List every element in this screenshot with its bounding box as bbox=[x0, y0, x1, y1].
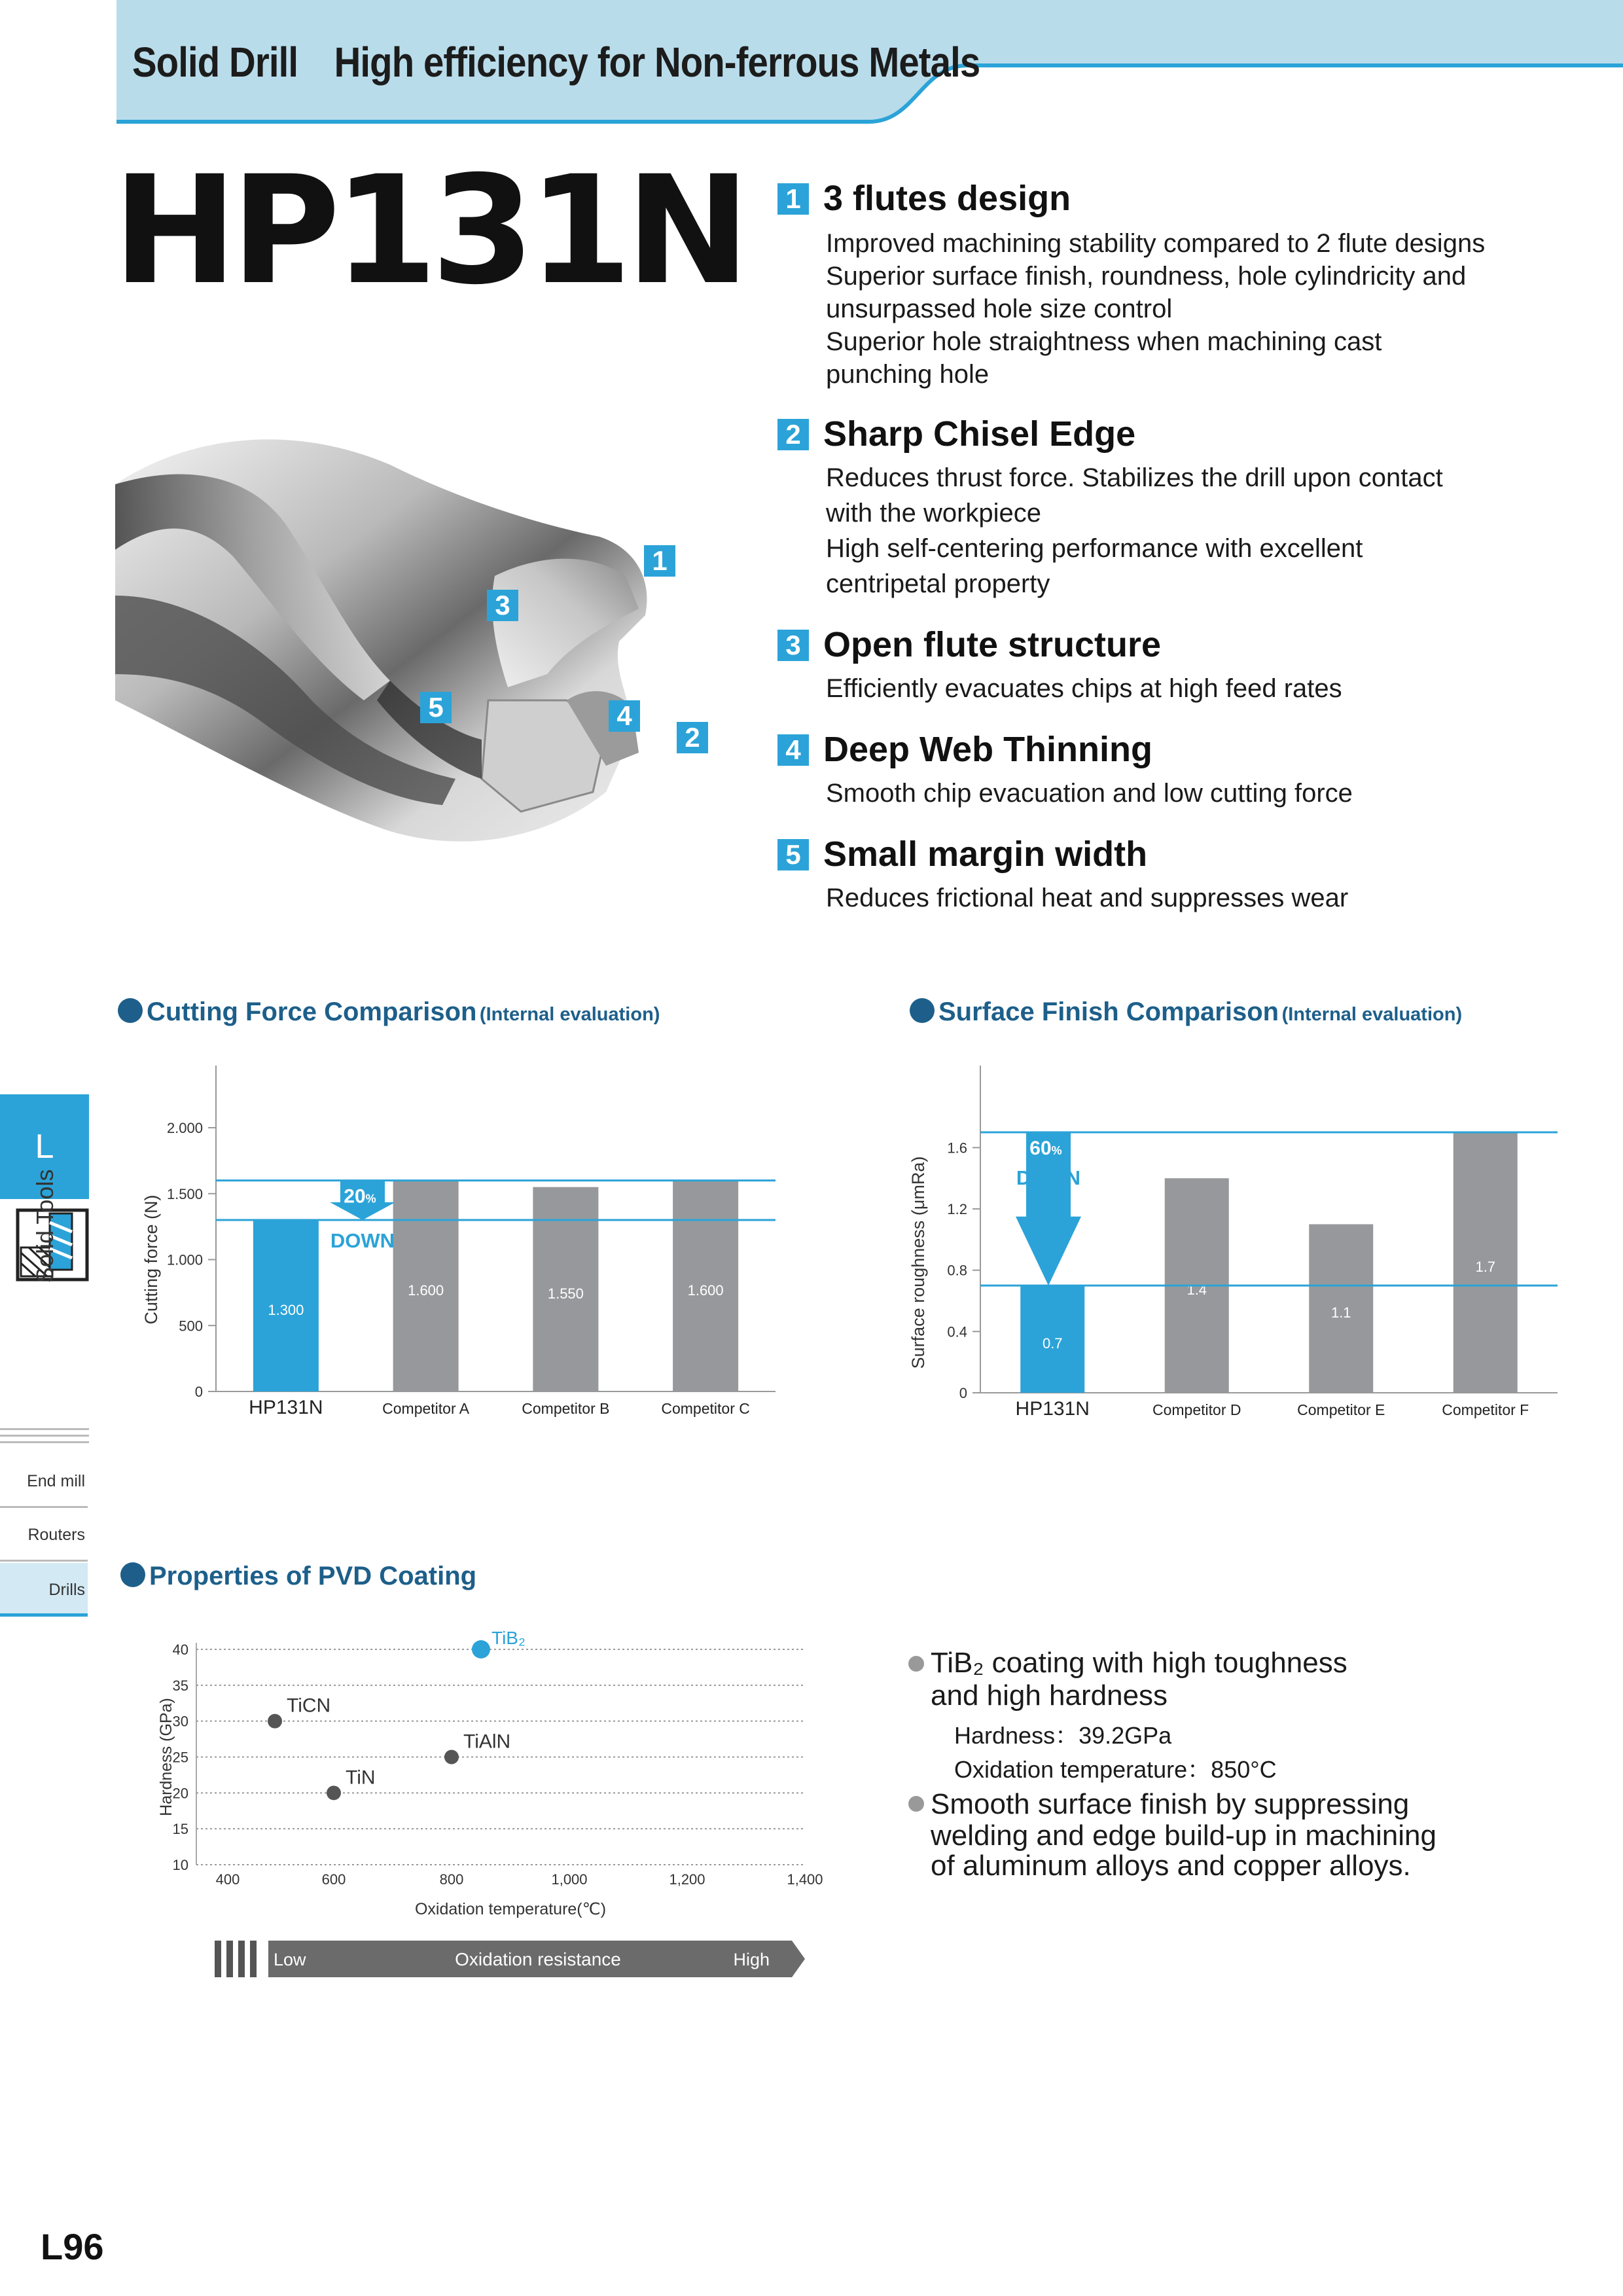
bar-value-label: 1.7 bbox=[1475, 1259, 1496, 1275]
point-label: TiCN bbox=[287, 1695, 331, 1717]
pvd-coating-chart bbox=[151, 1623, 823, 1990]
y-axis-label: Hardness (GPa) bbox=[157, 1698, 175, 1816]
bar-stripe bbox=[226, 1941, 233, 1977]
bar-value-label: 0.7 bbox=[1042, 1335, 1063, 1352]
data-point bbox=[327, 1785, 341, 1800]
nav-drills[interactable]: Drills bbox=[0, 1563, 88, 1617]
y-tick-label: 10 bbox=[172, 1857, 188, 1873]
data-point bbox=[268, 1714, 282, 1729]
feature-line: Efficiently evacuates chips at high feed rates bbox=[826, 674, 1342, 703]
feature-line: Superior hole straightness when machining cast bbox=[826, 327, 1382, 356]
pvd-heading: Properties of PVD Coating bbox=[120, 1562, 476, 1591]
feature-line: Superior surface finish, roundness, hole cylindricity and bbox=[826, 262, 1467, 291]
callout-4: 4 bbox=[609, 700, 640, 732]
resistance-low: Low bbox=[274, 1950, 306, 1969]
nav-routers[interactable]: Routers bbox=[0, 1508, 88, 1562]
feature-line: Reduces frictional heat and suppresses wear bbox=[826, 884, 1349, 912]
category-label: HP131N bbox=[249, 1397, 323, 1418]
feature-4 bbox=[777, 729, 1563, 814]
y-tick-label: 20 bbox=[172, 1785, 188, 1802]
feature-line: Reduces thrust force. Stabilizes the drill upon contact bbox=[826, 463, 1443, 492]
feature-5 bbox=[777, 834, 1563, 919]
y-tick-label: 2.000 bbox=[166, 1120, 203, 1136]
coating-note-line: Smooth surface finish by suppressing bbox=[931, 1788, 1410, 1820]
x-tick-label: 600 bbox=[321, 1871, 346, 1888]
y-tick-label: 0 bbox=[959, 1385, 967, 1401]
percent-sign: % bbox=[1051, 1144, 1062, 1157]
feature-title: Small margin width bbox=[823, 834, 1148, 874]
divider bbox=[0, 1428, 89, 1430]
page-title: Solid Drill High efficiency for Non-ferrous Metals bbox=[132, 39, 980, 86]
point-label: TiB₂ bbox=[491, 1628, 526, 1648]
bar-value-label: 1.600 bbox=[408, 1282, 444, 1299]
callout-5: 5 bbox=[420, 692, 452, 723]
bar-stripe bbox=[215, 1941, 221, 1977]
callout-2: 2 bbox=[677, 722, 708, 753]
down-label: DOWN bbox=[330, 1229, 395, 1252]
coating-note-line: welding and edge build-up in machining bbox=[931, 1820, 1436, 1852]
feature-title: Open flute structure bbox=[823, 625, 1162, 664]
data-point bbox=[472, 1640, 490, 1659]
resistance-high: High bbox=[733, 1950, 770, 1969]
bar-stripe bbox=[250, 1941, 257, 1977]
x-tick-label: 1,000 bbox=[551, 1871, 588, 1888]
nav-end-mill[interactable]: End mill bbox=[0, 1454, 88, 1508]
x-tick-label: 400 bbox=[215, 1871, 240, 1888]
y-tick-label: 1.2 bbox=[947, 1201, 967, 1218]
down-label: DOWN bbox=[1016, 1166, 1081, 1189]
feature-3 bbox=[777, 624, 1563, 709]
bar-stripe bbox=[238, 1941, 245, 1977]
category-label: Competitor E bbox=[1297, 1401, 1385, 1418]
y-tick-label: 0 bbox=[194, 1384, 203, 1400]
coating-note-line: of aluminum alloys and copper alloys. bbox=[931, 1850, 1411, 1882]
resistance-label: Oxidation resistance bbox=[455, 1949, 621, 1969]
hardness-value: Hardness：39.2GPa bbox=[954, 1722, 1172, 1749]
bar-value-label: 1.600 bbox=[687, 1282, 724, 1299]
y-tick-label: 25 bbox=[172, 1749, 188, 1766]
y-tick-label: 1.500 bbox=[166, 1185, 203, 1202]
feature-1 bbox=[777, 178, 1563, 394]
cutting-force-chart bbox=[137, 1060, 792, 1427]
point-label: TiN bbox=[346, 1767, 376, 1789]
bar-value-label: 1.550 bbox=[547, 1285, 584, 1302]
x-tick-label: 1,200 bbox=[669, 1871, 705, 1888]
section-tab-L[interactable]: L bbox=[0, 1094, 89, 1199]
feature-line: punching hole bbox=[826, 360, 990, 389]
data-point bbox=[444, 1750, 459, 1765]
category-label: Solid Tools bbox=[31, 1169, 58, 1283]
category-label: Competitor F bbox=[1442, 1401, 1529, 1418]
coating-note-line: TiB₂ coating with high toughness bbox=[931, 1647, 1347, 1679]
bullet-dot-icon bbox=[120, 1562, 145, 1587]
bar-value-label: 1.4 bbox=[1186, 1282, 1207, 1299]
feature-number: 5 bbox=[777, 839, 809, 870]
x-tick-label: 800 bbox=[439, 1871, 464, 1888]
surface-finish-chart bbox=[903, 1060, 1571, 1427]
bar-value-label: 1.1 bbox=[1330, 1304, 1351, 1321]
category-label: Competitor C bbox=[661, 1400, 750, 1417]
page-number: L96 bbox=[41, 2226, 104, 2267]
category-label: Competitor D bbox=[1152, 1401, 1241, 1418]
drill-image bbox=[115, 425, 730, 884]
y-axis-label: Cutting force (N) bbox=[141, 1194, 161, 1325]
point-label: TiAlN bbox=[463, 1731, 511, 1753]
callout-3: 3 bbox=[487, 590, 518, 621]
y-tick-label: 0.4 bbox=[947, 1323, 967, 1340]
feature-line: with the workpiece bbox=[826, 499, 1042, 528]
divider bbox=[0, 1435, 89, 1437]
bullet-dot-icon bbox=[908, 1656, 924, 1672]
bar-value-label: 1.300 bbox=[268, 1302, 304, 1319]
feature-number: 2 bbox=[777, 419, 809, 450]
category-label: Competitor B bbox=[522, 1400, 610, 1417]
category-label: HP131N bbox=[1015, 1398, 1090, 1420]
oxidation-value: Oxidation temperature：850°C bbox=[954, 1756, 1277, 1783]
feature-title: 3 flutes design bbox=[823, 179, 1071, 218]
divider bbox=[0, 1441, 89, 1443]
y-tick-label: 0.8 bbox=[947, 1262, 967, 1279]
y-tick-label: 30 bbox=[172, 1713, 188, 1730]
callout-1: 1 bbox=[644, 545, 675, 577]
feature-line: unsurpassed hole size control bbox=[826, 295, 1173, 323]
bullet-dot-icon bbox=[118, 998, 143, 1023]
percent-value: 20 bbox=[344, 1185, 366, 1208]
y-tick-label: 1.000 bbox=[166, 1251, 203, 1268]
feature-2 bbox=[777, 414, 1563, 603]
x-axis-label: Oxidation temperature(℃) bbox=[414, 1900, 607, 1918]
y-tick-label: 35 bbox=[172, 1677, 188, 1694]
percent-value: 60 bbox=[1029, 1138, 1052, 1159]
surface-finish-heading: Surface Finish Comparison (Internal evaluation) bbox=[910, 997, 1462, 1027]
bullet-dot-icon bbox=[908, 1796, 924, 1812]
y-tick-label: 40 bbox=[172, 1641, 188, 1658]
coating-note-line: and high hardness bbox=[931, 1679, 1168, 1712]
feature-number: 4 bbox=[777, 734, 809, 766]
feature-number: 1 bbox=[777, 183, 809, 215]
y-tick-label: 1.6 bbox=[947, 1139, 967, 1157]
feature-title: Sharp Chisel Edge bbox=[823, 414, 1136, 454]
feature-line: Improved machining stability compared to 2 flute designs bbox=[826, 229, 1486, 258]
y-tick-label: 15 bbox=[172, 1821, 188, 1838]
drill-illustration bbox=[115, 425, 730, 884]
category-label: Competitor A bbox=[382, 1400, 470, 1417]
feature-line: Smooth chip evacuation and low cutting force bbox=[826, 779, 1353, 808]
feature-title: Deep Web Thinning bbox=[823, 730, 1152, 769]
percent-sign: % bbox=[365, 1192, 376, 1206]
y-tick-label: 500 bbox=[179, 1318, 203, 1335]
y-axis-label: Surface roughness (μmRa) bbox=[908, 1156, 928, 1369]
feature-line: centripetal property bbox=[826, 569, 1050, 598]
cutting-force-heading: Cutting Force Comparison (Internal evaluation) bbox=[118, 997, 660, 1027]
feature-line: High self-centering performance with excellent bbox=[826, 534, 1363, 563]
model-name: HP131N bbox=[113, 143, 744, 317]
bullet-dot-icon bbox=[910, 998, 935, 1023]
feature-number: 3 bbox=[777, 630, 809, 661]
x-tick-label: 1,400 bbox=[787, 1871, 823, 1888]
